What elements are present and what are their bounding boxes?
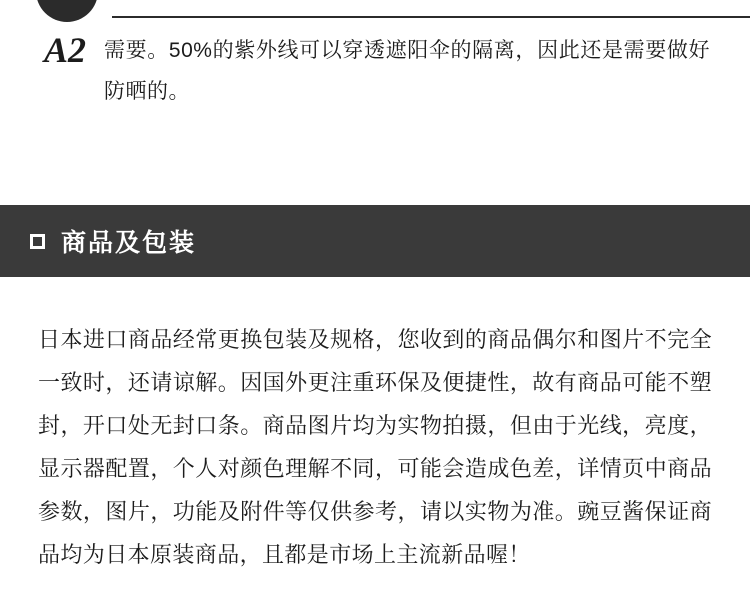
top-band bbox=[0, 0, 750, 18]
body-paragraph: 日本进口商品经常更换包装及规格，您收到的商品偶尔和图片不完全一致时，还请谅解。因国外更注重环保及便捷性，故有商品可能不塑封，开口处无封口条。商品图片均为实物拍摄，但由于光线，亮度，显示器配置，个人对颜色理解不同，可能会造成色差，详情页中商品参数，图片，功能及附件等仅供参考，请以实物为准。豌豆酱保证商品均为日本原装商品，且都是市场上主流新品喔！ bbox=[38, 327, 712, 567]
square-outline-icon bbox=[30, 234, 45, 249]
section-header-bar bbox=[0, 205, 750, 277]
answer-block bbox=[0, 30, 750, 112]
body-block bbox=[0, 318, 750, 576]
answer-row bbox=[0, 30, 750, 112]
question-badge-circle bbox=[36, 0, 98, 22]
section-title: 商品及包装 bbox=[61, 229, 197, 257]
answer-text: 需要。50%的紫外线可以穿透遮阳伞的隔离，因此还是需要做好防晒的。 bbox=[104, 39, 710, 103]
header-divider bbox=[112, 16, 750, 18]
answer-label: A2 bbox=[44, 30, 87, 70]
